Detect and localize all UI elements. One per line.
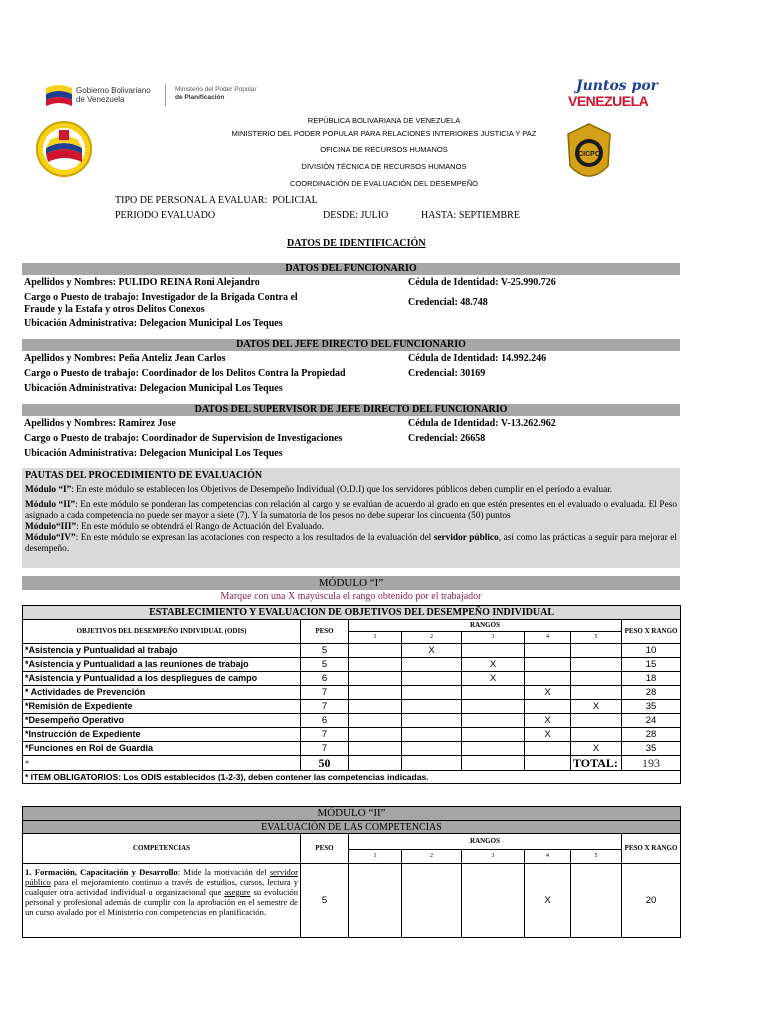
rango-num: 5 [571, 850, 622, 864]
periodo-hasta: HASTA: SEPTIEMBRE [421, 210, 520, 221]
rango-cell[interactable] [462, 864, 525, 938]
rango-cell[interactable] [525, 644, 571, 658]
rango-num: 5 [571, 632, 622, 644]
funcionario-bar: DATOS DEL FUNCIONARIO [22, 263, 680, 275]
rango-cell[interactable] [525, 742, 571, 756]
odi-peso: 7 [301, 686, 349, 700]
rango-cell[interactable] [402, 658, 462, 672]
rango-cell [462, 756, 525, 771]
rango-num: 3 [462, 632, 525, 644]
rango-cell[interactable] [349, 672, 402, 686]
rango-cell[interactable]: X [571, 742, 622, 756]
rango-cell[interactable] [402, 864, 462, 938]
odi-row [23, 714, 681, 728]
odi-objetivo: *Asistencia y Puntualidad a las reuniones de trabajo [23, 658, 301, 672]
odi-peso-x-rango: 28 [622, 686, 681, 700]
jefe-nombre: Apellidos y Nombres: Peña Anteliz Jean Carlos [24, 353, 226, 364]
odi-objetivo: *Asistencia y Puntualidad a los despliegues de campo [23, 672, 301, 686]
odi-peso: 6 [301, 672, 349, 686]
rango-cell[interactable] [402, 700, 462, 714]
rango-cell [525, 756, 571, 771]
odi-peso-x-rango: 35 [622, 700, 681, 714]
juntos-por-venezuela-logo [568, 78, 660, 112]
rango-num: 3 [462, 850, 525, 864]
modulo-2-section: EVALUACIÓN DE LAS COMPETENCIAS [23, 821, 681, 834]
odi-row [23, 686, 681, 700]
header-line-2: MINISTERIO DEL PODER POPULAR PARA RELACIONES INTERIORES JUSTICIA Y PAZ [231, 129, 537, 138]
rango-num: 2 [402, 632, 462, 644]
rango-cell [402, 756, 462, 771]
rango-cell[interactable] [571, 644, 622, 658]
competencia-formacion: 1. Formación, Capacitación y Desarrollo: Mide la motivación del servidor público para el mejoramiento continuo a través de estudios, cursos, lectura y cualquier otra actividad individual u organizacional que asegure su evolución personal y profesional además de cumplir con la aprobación en el semestre de un curso avalado por el Ministerio con competencias en planificación. [23, 864, 301, 938]
funcionario-nombre: Apellidos y Nombres: PULIDO REINA Roni Alejandro [24, 277, 260, 288]
rango-cell[interactable] [402, 714, 462, 728]
col-objetivos: OBJETIVOS DEL DESEMPEÑO INDIVIDUAL (ODIS) [23, 620, 301, 644]
gov-logo-line1: Gobierno Bolivariano [76, 86, 151, 95]
odi-peso: 7 [301, 728, 349, 742]
rango-cell[interactable] [462, 644, 525, 658]
gobierno-bolivariano-logo [44, 82, 174, 108]
slogan-line2: VENEZUELA [568, 93, 649, 109]
funcionario-cedula: Cédula de Identidad: V-25.990.726 [408, 277, 556, 288]
col-peso: PESO [301, 620, 349, 644]
odi-objetivo: * Actividades de Prevención [23, 686, 301, 700]
competencia-peso-x-rango: 20 [622, 864, 681, 938]
ministry-logo-line1: Ministerio del Poder Popular [175, 86, 257, 93]
rango-cell[interactable] [571, 728, 622, 742]
rango-cell[interactable] [349, 742, 402, 756]
item-obligatorios-note: * ITEM OBLIGATORIOS: Los ODIS establecidos (1-2-3), deben contener las competencias indicadas. [23, 771, 681, 784]
supervisor-cargo: Cargo o Puesto de trabajo: Coordinador de Supervision de Investigaciones [24, 433, 343, 444]
rango-cell[interactable] [462, 700, 525, 714]
jefe-bar: DATOS DEL JEFE DIRECTO DEL FUNCIONARIO [22, 339, 680, 351]
odi-peso-x-rango: 18 [622, 672, 681, 686]
rango-num: 4 [525, 632, 571, 644]
rango-cell[interactable] [462, 742, 525, 756]
odi-peso-x-rango: 15 [622, 658, 681, 672]
modulo-2-title: MÓDULO “II” [23, 807, 681, 821]
odi-row [23, 728, 681, 742]
rango-cell [349, 756, 402, 771]
rango-cell[interactable] [402, 742, 462, 756]
header-line-3: OFICINA DE RECURSOS HUMANOS [320, 145, 448, 154]
rango-cell[interactable] [349, 864, 402, 938]
header-line-4: DIVISIÓN TÉCNICA DE RECURSOS HUMANOS [301, 162, 467, 171]
rango-cell[interactable] [462, 728, 525, 742]
header-line-1: REPÚBLICA BOLIVARIANA DE VENEZUELA [307, 116, 461, 125]
slogan-line1: Juntos por [576, 78, 659, 94]
rango-cell[interactable]: X [571, 700, 622, 714]
pautas-modulo-3: Módulo“III”: En este módulo se obtendrá el Rango de Actuación del Evaluado. [25, 522, 325, 532]
odi-row [23, 644, 681, 658]
periodo-evaluado: PERIODO EVALUADO [115, 210, 216, 221]
rango-cell[interactable] [525, 700, 571, 714]
rango-cell[interactable] [462, 714, 525, 728]
odi-peso: 7 [301, 700, 349, 714]
modulo-2-table [22, 806, 681, 938]
odi-objetivo: *Funciones en Rol de Guardia [23, 742, 301, 756]
funcionario-ubicacion: Ubicación Administrativa: Delegacion Municipal Los Teques [24, 318, 283, 329]
gov-logo-line2: de Venezuela [76, 95, 125, 104]
rango-cell[interactable]: X [462, 672, 525, 686]
modulo-1-section: ESTABLECIMIENTO Y EVALUACION DE OBJETIVOS DEL DESEMPEÑO INDIVIDUAL [23, 606, 681, 620]
logo-divider [165, 84, 166, 106]
col-rangos: RANGOS [349, 620, 622, 632]
rango-cell[interactable] [402, 728, 462, 742]
rango-num: 1 [349, 850, 402, 864]
rango-cell[interactable] [349, 658, 402, 672]
col-peso: PESO [301, 834, 349, 864]
rango-cell[interactable]: X [525, 686, 571, 700]
ministerio-planificacion-logo [175, 86, 285, 106]
rango-cell[interactable] [571, 714, 622, 728]
rango-cell[interactable] [571, 658, 622, 672]
rango-cell[interactable] [571, 672, 622, 686]
odi-peso: 6 [301, 714, 349, 728]
rango-cell[interactable] [525, 672, 571, 686]
pautas-modulo-2: Módulo “II”: En este módulo se ponderan las competencias con relación al cargo y se evalúan de acuerdo al grado en que estén presentes en el evaluado o evaluada. El Peso asignado a cada competencia no puede ser mayor a siete (7). Y la sumatoria de los pesos no debe superar los cincuenta (50) puntos [25, 500, 677, 521]
col-rangos: RANGOS [349, 834, 622, 850]
rango-cell[interactable]: X [462, 658, 525, 672]
rango-num: 4 [525, 850, 571, 864]
competencia-peso: 5 [301, 864, 349, 938]
svg-text:CICPC: CICPC [578, 151, 600, 158]
modulo-1-table [22, 605, 681, 784]
col-competencias: COMPETENCIAS [23, 834, 301, 864]
odi-row [23, 672, 681, 686]
odi-objetivo: *Remisión de Expediente [23, 700, 301, 714]
rango-num: 1 [349, 632, 402, 644]
rango-cell[interactable] [402, 672, 462, 686]
odi-objetivo: *Instrucción de Expediente [23, 728, 301, 742]
modulo-1-subtitle: Marque con una X mayúscula el rango obtenido por el trabajador [220, 591, 482, 602]
ministry-logo-line2: de Planificación [175, 94, 225, 101]
rango-cell[interactable] [349, 686, 402, 700]
pautas-modulo-4: Módulo“IV”: En este módulo se expresan las acotaciones con respecto a los resultados de la evaluación del servidor público, así como las prácticas a seguir para mejorar el desempeño. [25, 533, 677, 554]
jefe-ubicacion: Ubicación Administrativa: Delegacion Municipal Los Teques [24, 383, 283, 394]
rango-cell[interactable] [349, 714, 402, 728]
pautas-modulo-1: Módulo “I”: En este módulo se establecen los Objetivos de Desempeño Individual (O.D.I) que los servidores públicos deben cumplir en el período a evaluar. [25, 485, 613, 495]
jefe-cedula: Cédula de Identidad: 14.992.246 [408, 353, 547, 364]
jefe-credencial: Credencial: 30169 [408, 368, 486, 379]
total-value: 193 [622, 756, 681, 771]
datos-identificacion-title: DATOS DE IDENTIFICACIÓN [287, 238, 426, 249]
odi-row [23, 658, 681, 672]
odi-peso: 5 [301, 644, 349, 658]
tipo-personal: TIPO DE PERSONAL A EVALUAR: POLICIAL [115, 195, 318, 206]
rango-cell[interactable]: X [525, 714, 571, 728]
rango-cell[interactable]: X [525, 728, 571, 742]
odi-objetivo: *Asistencia y Puntualidad al trabajo [23, 644, 301, 658]
rango-cell[interactable] [525, 658, 571, 672]
funcionario-credencial: Credencial: 48.748 [408, 297, 488, 308]
jefe-cargo: Cargo o Puesto de trabajo: Coordinador de los Delitos Contra la Propiedad [24, 368, 346, 379]
odi-peso-x-rango: 35 [622, 742, 681, 756]
periodo-desde: DESDE: JULIO [323, 210, 389, 221]
rango-num: 2 [402, 850, 462, 864]
total-label: TOTAL: [571, 756, 622, 771]
odi-peso-x-rango: 28 [622, 728, 681, 742]
rango-cell[interactable] [571, 864, 622, 938]
rango-cell[interactable] [349, 644, 402, 658]
rango-cell[interactable] [349, 700, 402, 714]
supervisor-nombre: Apellidos y Nombres: Ramirez Jose [24, 418, 176, 429]
rango-cell[interactable] [402, 686, 462, 700]
funcionario-cargo: Cargo o Puesto de trabajo: Investigador de la Brigada Contra el Fraude y la Estafa y otros Delitos Conexos [24, 292, 298, 315]
col-peso-x-rango: PESO X RANGO [622, 620, 681, 644]
total-mark: * [23, 756, 301, 771]
supervisor-credencial: Credencial: 26658 [408, 433, 486, 444]
rango-cell[interactable]: X [525, 864, 571, 938]
rango-cell[interactable] [462, 686, 525, 700]
total-peso: 50 [301, 756, 349, 771]
rango-cell[interactable] [349, 728, 402, 742]
supervisor-cedula: Cédula de Identidad: V-13.262.962 [408, 418, 556, 429]
odi-row [23, 700, 681, 714]
header-line-5: COORDINACIÓN DE EVALUACIÓN DEL DESEMPEÑO [290, 179, 478, 188]
rango-cell[interactable]: X [402, 644, 462, 658]
supervisor-ubicacion: Ubicación Administrativa: Delegacion Municipal Los Teques [24, 448, 283, 459]
rango-cell[interactable] [571, 686, 622, 700]
pautas-title: PAUTAS DEL PROCEDIMIENTO DE EVALUACIÓN [25, 470, 263, 481]
supervisor-bar: DATOS DEL SUPERVISOR DE JEFE DIRECTO DEL FUNCIONARIO [22, 404, 680, 416]
odi-peso-x-rango: 10 [622, 644, 681, 658]
odi-peso-x-rango: 24 [622, 714, 681, 728]
odi-objetivo: *Desempeño Operativo [23, 714, 301, 728]
odi-peso: 5 [301, 658, 349, 672]
venezuela-flag-icon [44, 82, 74, 108]
col-peso-x-rango: PESO X RANGO [622, 834, 681, 864]
pautas-box [22, 468, 680, 568]
odi-peso: 7 [301, 742, 349, 756]
odi-row [23, 742, 681, 756]
modulo-1-title: MÓDULO “I” [22, 576, 680, 590]
